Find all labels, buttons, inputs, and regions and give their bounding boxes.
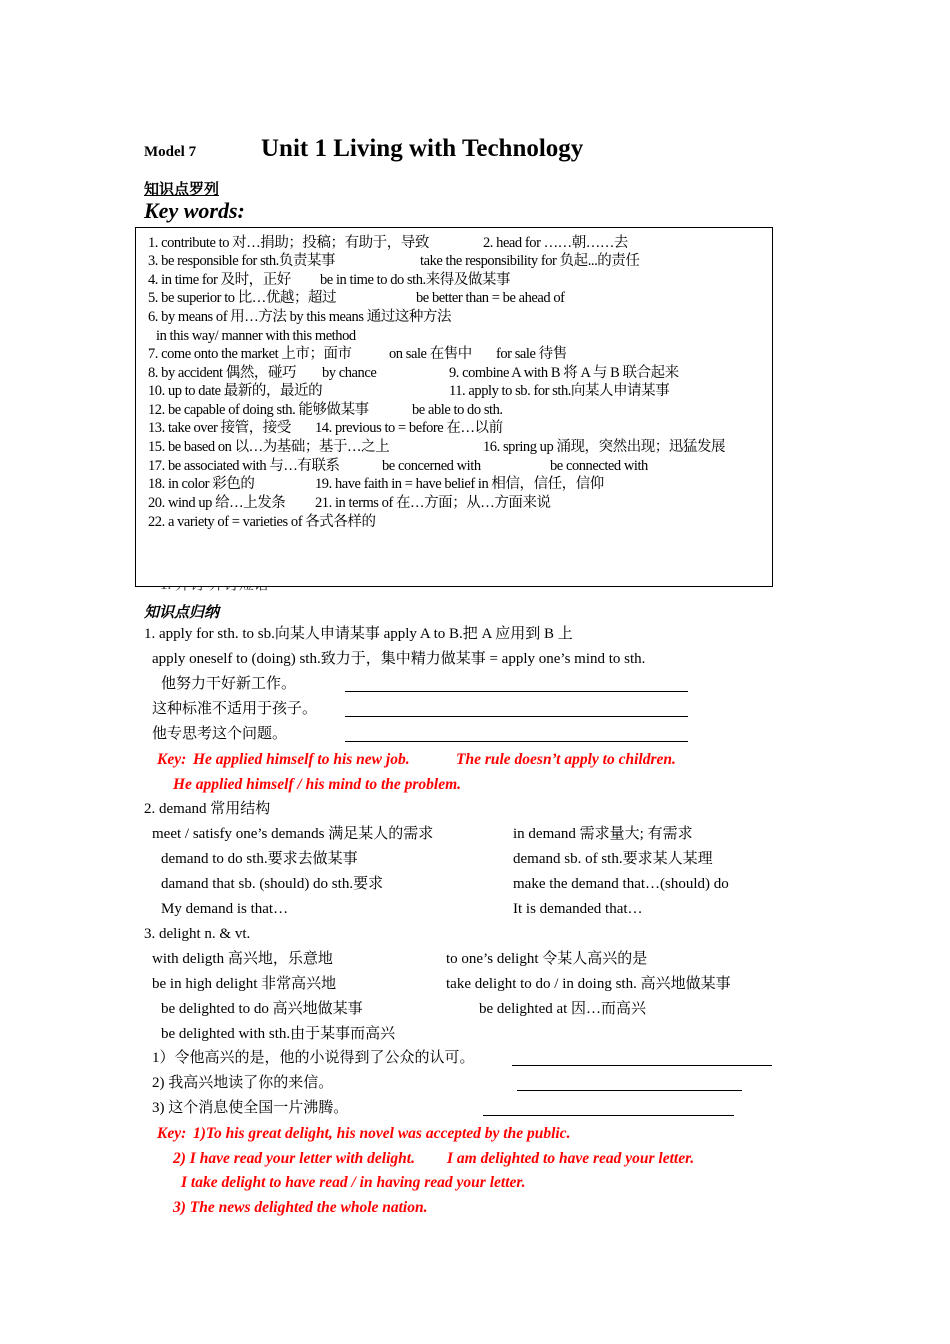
item1-key1: He applied himself to his new job. — [193, 751, 410, 768]
item1-key-label: Key: — [157, 751, 187, 768]
kw-10: 10. up to date 最新的，最近的 — [148, 383, 323, 399]
kw-2: 2. head for ……朝……去 — [483, 235, 628, 251]
item3-l2: be in high delight 非常高兴地 — [152, 976, 337, 992]
item2-r2: demand sb. of sth.要求某人某理 — [513, 851, 713, 867]
item1-line2: apply oneself to (doing) sth.致力于，集中精力做某事 = apply one’s mind to sth. — [152, 651, 646, 667]
item3-key2b: I am delighted to have read your letter. — [447, 1150, 695, 1167]
item1-key2: The rule doesn’t apply to children. — [456, 751, 676, 768]
kw-11: 11. apply to sb. for sth.向某人申请某事 — [449, 383, 670, 399]
kw-9: 9. combine A with B 将 A 与 B 联合起来 — [449, 365, 679, 381]
kw-8: 8. by accident 偶然，碰巧 — [148, 365, 297, 381]
item3-l4: be delighted with sth.由于某事而高兴 — [161, 1026, 396, 1042]
key-words-box — [135, 227, 773, 587]
kw-15: 15. be based on 以…为基础；基于…之上 — [148, 439, 390, 455]
kw-5b: be better than = be ahead of — [416, 290, 565, 306]
answer-blank — [345, 727, 688, 742]
kw-22: 22. a variety of = varieties of 各式各样的 — [148, 514, 376, 530]
item2-l4: My demand is that… — [161, 901, 289, 917]
item1-line1: 1. apply for sth. to sb.向某人申请某事 apply A to B.把 A 应用到 B 上 — [144, 626, 573, 642]
section-title-list: 知识点罗列 — [144, 180, 220, 198]
item3-r1: to one’s delight 令某人高兴的是 — [446, 951, 648, 967]
kw-13: 13. take over 接管，接受 — [148, 420, 291, 436]
item2-r3: make the demand that…(should) do — [513, 876, 729, 892]
page-title: Unit 1 Living with Technology — [261, 135, 584, 162]
kw-1: 1. contribute to 对…捐助；投稿；有助于，导致 — [148, 235, 429, 251]
kw-14: 14. previous to = before 在…以前 — [315, 420, 503, 436]
item2-head: 2. demand 常用结构 — [144, 801, 271, 817]
kw-19: 19. have faith in = have belief in 相信，信任，信仰 — [315, 476, 604, 492]
item3-r3: be delighted at 因…而高兴 — [479, 1001, 647, 1017]
item2-l1: meet / satisfy one’s demands 满足某人的需求 — [152, 826, 434, 842]
kw-12: 12. be capable of doing sth. 能够做某事 — [148, 402, 369, 418]
item1-ex2: 这种标准不适用于孩子。 — [152, 701, 318, 717]
kw-20: 20. wind up 给…上发条 — [148, 495, 286, 511]
item3-head: 3. delight n. & vt. — [144, 926, 251, 942]
item1-key3: He applied himself / his mind to the problem. — [173, 776, 462, 793]
item3-ex1: 1）令他高兴的是，他的小说得到了公众的认可。 — [152, 1050, 475, 1066]
answer-blank — [512, 1051, 772, 1066]
item3-ex3: 3) 这个消息使全国一片沸腾。 — [152, 1100, 349, 1116]
kw-4: 4. in time for 及时，正好 — [148, 272, 291, 288]
item3-ex2: 2) 我高兴地读了你的来信。 — [152, 1075, 334, 1091]
kw-21: 21. in terms of 在…方面；从…方面来说 — [315, 495, 551, 511]
answer-blank — [517, 1076, 742, 1091]
kw-17: 17. be associated with 与…有联系 — [148, 458, 340, 474]
kw-18: 18. in color 彩色的 — [148, 476, 255, 492]
section-title-summary: 知识点归纳 — [144, 603, 220, 621]
kw-7c: for sale 待售 — [496, 346, 567, 362]
kw-6: 6. by means of 用…方法 by this means 通过这种方法 — [148, 309, 451, 325]
key-words-heading: Key words: — [144, 198, 245, 223]
item3-key4: 3) The news delighted the whole nation. — [173, 1199, 428, 1216]
item3-key1: 1)To his great delight, his novel was accepted by the public. — [193, 1125, 571, 1142]
answer-blank — [483, 1101, 734, 1116]
kw-17c: be connected with — [550, 458, 648, 474]
answer-blank — [345, 677, 688, 692]
kw-12b: be able to do sth. — [412, 402, 503, 418]
item3-r2: take delight to do / in doing sth. 高兴地做某事 — [446, 976, 731, 992]
kw-6b: in this way/ manner with this method — [156, 328, 356, 344]
item3-key-label: Key: — [157, 1125, 187, 1142]
kw-17b: be concerned with — [382, 458, 481, 474]
item1-ex3: 他专思考这个问题。 — [152, 726, 288, 742]
item2-r1: in demand 需求量大; 有需求 — [513, 826, 693, 842]
kw-7: 7. come onto the market 上市；面市 — [148, 346, 352, 362]
kw-7b: on sale 在售中 — [389, 346, 472, 362]
item2-l2: demand to do sth.要求去做某事 — [161, 851, 358, 867]
kw-3b: take the responsibility for 负起...的责任 — [420, 253, 640, 269]
item3-key3: I take delight to have read / in having read your letter. — [181, 1174, 526, 1191]
answer-blank — [345, 702, 688, 717]
kw-4b: be in time to do sth.来得及做某事 — [320, 272, 511, 288]
kw-5: 5. be superior to 比…优越；超过 — [148, 290, 337, 306]
item2-l3: damand that sb. (should) do sth.要求 — [161, 876, 384, 892]
kw-3: 3. be responsible for sth.负责某事 — [148, 253, 336, 269]
item2-r4: It is demanded that… — [513, 901, 643, 917]
item1-ex1: 他努力干好新工作。 — [161, 676, 297, 692]
item3-l3: be delighted to do 高兴地做某事 — [161, 1001, 363, 1017]
model-label: Model 7 — [144, 144, 197, 160]
item3-l1: with deligth 高兴地，乐意地 — [152, 951, 333, 967]
item3-key2: 2) I have read your letter with delight. — [173, 1150, 415, 1167]
kw-8b: by chance — [322, 365, 377, 381]
kw-16: 16. spring up 涌现，突然出现；迅猛发展 — [483, 439, 726, 455]
